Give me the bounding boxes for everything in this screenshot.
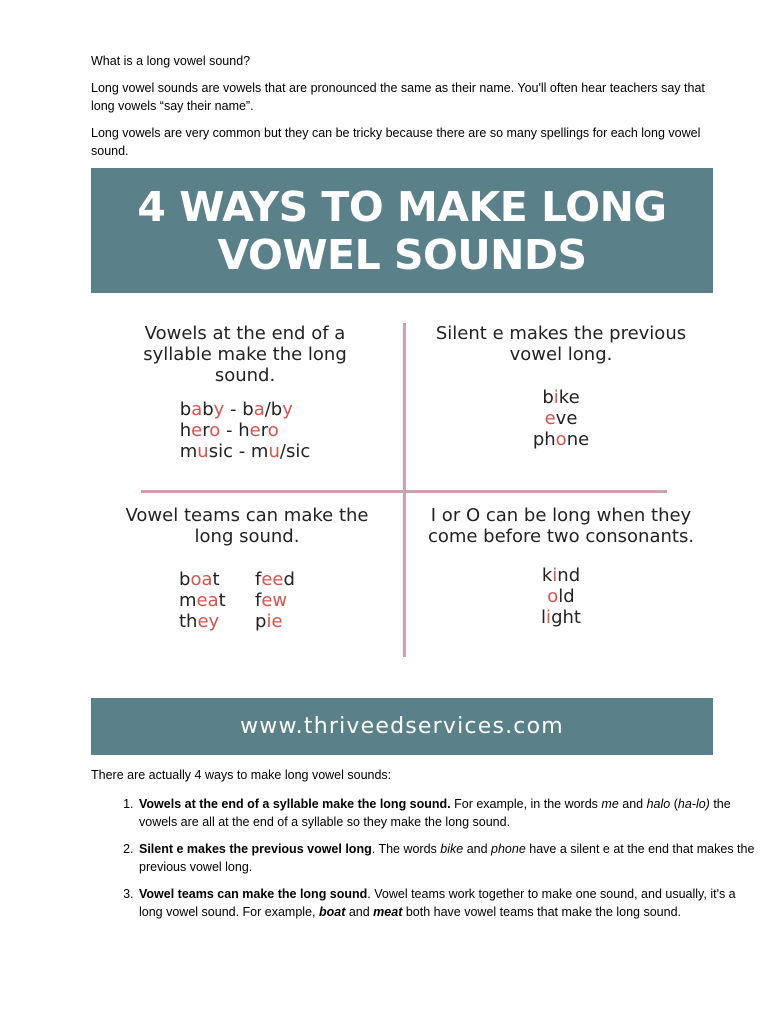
- quadrant-heading: Silent e makes the previous vowel long.: [435, 323, 687, 365]
- example-word: boat: [179, 569, 220, 590]
- list-item: 2. Silent e makes the previous vowel long. The words bike and phone have a silent e at the end that makes the previous vowel long.: [137, 840, 757, 876]
- infographic-grid: [91, 293, 713, 698]
- example-words: [180, 399, 310, 462]
- list-item: 3. Vowel teams can make the long sound. Vowel teams work together to make one sound, and usually, it's a long vowel sound. For example, boat and meat both have vowel teams that make the long sound.: [137, 885, 757, 921]
- example-word: baby - ba/by: [179, 399, 293, 420]
- ways-list: [91, 795, 757, 930]
- quadrant-vowel-teams: [111, 505, 383, 632]
- intro-paragraph-1: Long vowel sounds are vowels that are pronounced the same as their name. You'll often hear teachers say that long vowels “say their name”.: [91, 81, 705, 113]
- infographic-title-line1: 4 WAYS TO MAKE LONG: [137, 182, 667, 231]
- example-word: eve: [544, 408, 578, 429]
- example-words: [426, 565, 696, 628]
- example-word: feed: [255, 569, 295, 590]
- horizontal-divider: [141, 490, 667, 493]
- example-word: they: [179, 611, 220, 632]
- quadrant-end-of-syllable: [121, 323, 369, 462]
- website-banner: [91, 698, 713, 755]
- infographic-title-banner: [91, 168, 713, 293]
- list-item: 1. Vowels at the end of a syllable make the long sound. For example, in the words me and halo (ha-lo) the vowels are all at the end of a syllable so they make the long sound.: [137, 795, 757, 831]
- example-word: old: [547, 586, 575, 607]
- example-word: hero - hero: [179, 420, 279, 441]
- example-word: meat: [179, 590, 226, 611]
- example-word: bike: [542, 387, 580, 408]
- list-lead: There are actually 4 ways to make long vowel sounds:: [91, 768, 392, 782]
- example-word: pie: [255, 611, 283, 632]
- example-word: light: [541, 607, 581, 628]
- example-words: [421, 387, 701, 450]
- quadrant-heading: I or O can be long when they come before two consonants.: [427, 505, 695, 547]
- quadrant-heading: Vowels at the end of a syllable make the long sound.: [143, 323, 347, 386]
- quadrant-two-consonants: [426, 505, 696, 628]
- example-words: [179, 569, 315, 632]
- example-word: kind: [541, 565, 581, 586]
- infographic-title-line2: VOWEL SOUNDS: [217, 230, 587, 279]
- example-word: few: [255, 590, 288, 611]
- quadrant-silent-e: [421, 323, 701, 450]
- website-url: www.thriveedservices.com: [240, 714, 564, 739]
- example-word: music - mu/sic: [179, 441, 311, 462]
- example-word: phone: [532, 429, 590, 450]
- intro-question: What is a long vowel sound?: [91, 54, 251, 68]
- intro-paragraph-2: Long vowels are very common but they can be tricky because there are so many spellings for each long vowel sound.: [91, 126, 701, 158]
- quadrant-heading: Vowel teams can make the long sound.: [125, 505, 369, 547]
